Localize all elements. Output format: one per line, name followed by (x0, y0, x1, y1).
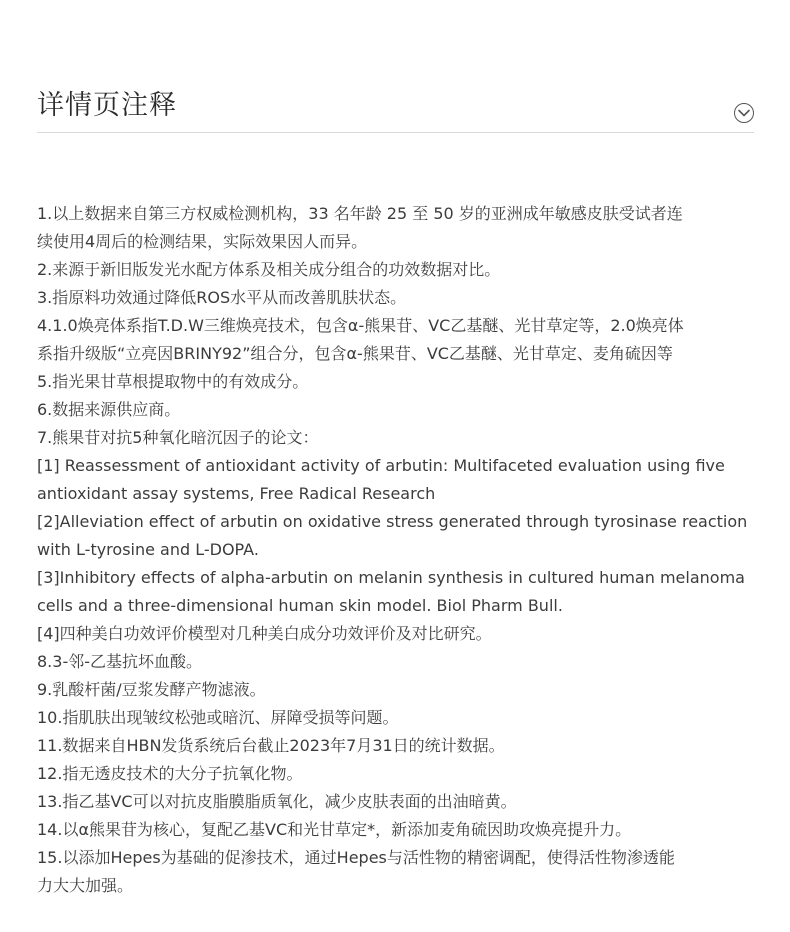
note-line: 续使用4周后的检测结果，实际效果因人而异。 (37, 232, 368, 251)
note-line: 系指升级版“立亮因BRINY92”组合分，包含α-熊果苷、VC乙基醚、光甘草定、麦角硫因等 (37, 344, 673, 363)
note-line: 力大大加强。 (37, 876, 134, 895)
note-line: [4]四种美白功效评价模型对几种美白成分功效评价及对比研究。 (37, 624, 492, 643)
note-line: [1] Reassessment of antioxidant activity of arbutin: Multifaceted evaluation using five (37, 456, 725, 475)
note-line: 11.数据来自HBN发货系统后台截止2023年7月31日的统计数据。 (37, 736, 505, 755)
note-line: antioxidant assay systems, Free Radical Research (37, 484, 436, 503)
note-line: 4.1.0焕亮体系指T.D.W三维焕亮技术，包含α-熊果苷、VC乙基醚、光甘草定等，2.0焕亮体 (37, 316, 684, 335)
note-line: [2]Alleviation effect of arbutin on oxidative stress generated through tyrosinase reaction (37, 512, 748, 531)
note-line: 12.指无透皮技术的大分子抗氧化物。 (37, 764, 303, 783)
note-line: 6.数据来源供应商。 (37, 400, 181, 419)
note-line: with L-tyrosine and L-DOPA. (37, 540, 259, 559)
note-line: 14.以α熊果苷为核心，复配乙基VC和光甘草定*，新添加麦角硫因助攻焕亮提升力。 (37, 820, 632, 839)
note-line: 1.以上数据来自第三方权威检测机构，33 名年龄 25 至 50 岁的亚洲成年敏感皮肤受试者连 (37, 204, 683, 223)
note-line: 9.乳酸杆菌/豆浆发酵产物滤液。 (37, 680, 266, 699)
chevron-down-icon[interactable] (734, 103, 754, 123)
note-line: 2.来源于新旧版发光水配方体系及相关成分组合的功效数据对比。 (37, 260, 501, 279)
note-line: 13.指乙基VC可以对抗皮脂膜脂质氧化，减少皮肤表面的出油暗黄。 (37, 792, 517, 811)
note-line: 8.3-邻-乙基抗坏血酸。 (37, 652, 202, 671)
note-line: 15.以添加Hepes为基础的促渗技术，通过Hepes与活性物的精密调配，使得活性物渗透能 (37, 848, 675, 867)
notes-list (37, 200, 757, 900)
note-line: cells and a three-dimensional human skin model. Biol Pharm Bull. (37, 596, 563, 615)
section-header (37, 86, 754, 133)
note-line: 3.指原料功效通过降低ROS水平从而改善肌肤状态。 (37, 288, 407, 307)
note-line: [3]Inhibitory effects of alpha-arbutin on melanin synthesis in cultured human melanoma (37, 568, 745, 587)
page-title: 详情页注释 (37, 90, 177, 121)
note-line: 5.指光果甘草根提取物中的有效成分。 (37, 372, 309, 391)
note-line: 10.指肌肤出现皱纹松弛或暗沉、屏障受损等问题。 (37, 708, 399, 727)
note-line: 7.熊果苷对抗5种氧化暗沉因子的论文： (37, 428, 319, 447)
